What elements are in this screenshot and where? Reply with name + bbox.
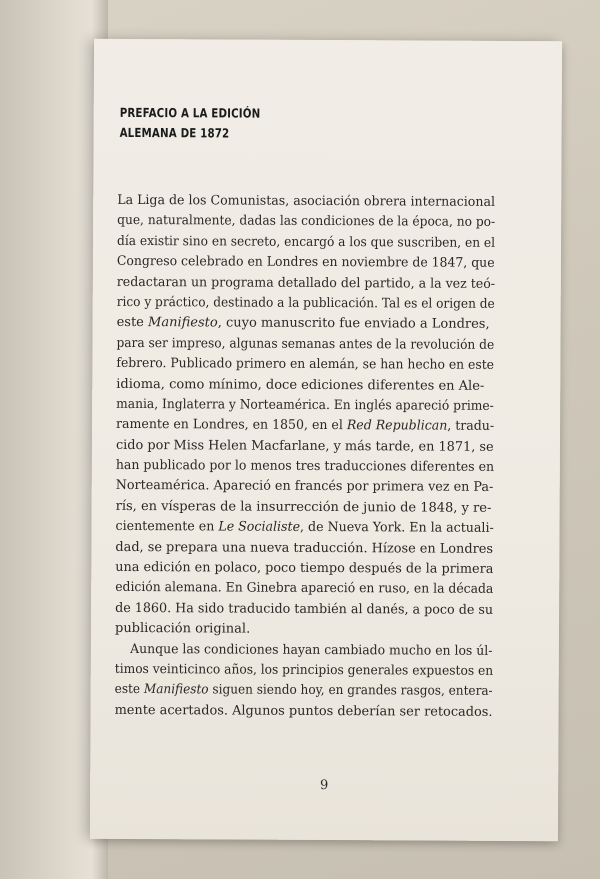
text-line	[115, 558, 494, 580]
text-line	[116, 293, 495, 315]
text-line	[116, 395, 494, 417]
text-segment: mente acertados. Algunos puntos deberían ser retocados.	[114, 702, 493, 720]
page-number: 9	[320, 777, 329, 794]
text-line	[114, 680, 493, 702]
text-segment: día existir sino en secreto, encargó a los que suscriben, en el	[116, 233, 496, 251]
text-line	[116, 232, 496, 254]
text-line	[116, 374, 494, 396]
text-line	[115, 476, 494, 498]
text-line	[116, 415, 495, 437]
italic-title: Manifiesto	[147, 315, 218, 331]
italic-title: Le Socialiste	[218, 519, 301, 536]
text-line	[115, 456, 495, 478]
text-segment: este	[116, 315, 149, 331]
text-segment: de 1860. Ha sido traducido también al danés, a poco de su	[115, 600, 494, 618]
text-line	[116, 272, 496, 294]
text-segment: siguen siendo hoy, en grandes rasgos, entera-	[208, 682, 493, 700]
text-segment: idioma, como mínimo, doce ediciones diferentes en Ale-	[116, 376, 485, 394]
text-segment: este	[114, 682, 144, 698]
text-segment: han publicado por lo menos tres traducciones diferentes en	[115, 457, 495, 475]
italic-title: Manifiesto	[143, 682, 209, 698]
text-segment: timos veinticinco años, los principios generales expuestos en	[114, 661, 494, 679]
text-segment: Aunque las condiciones hayan cambiado mucho en los úl-	[130, 641, 493, 659]
text-line	[115, 538, 493, 560]
text-segment: , tradu-	[447, 418, 495, 435]
text-line	[117, 191, 496, 213]
text-segment: cientemente en	[115, 519, 219, 535]
text-segment: publicación original.	[114, 621, 251, 637]
text-segment: dad, se prepara una nueva traducción. Hízose en Londres	[115, 539, 493, 557]
text-segment: una edición en polaco, poco tiempo después de la primera	[115, 559, 494, 577]
text-segment: febrero. Publicado primero en alemán, se han hecho en este	[116, 356, 495, 374]
text-line	[116, 334, 495, 356]
text-line	[116, 497, 494, 519]
text-segment: mania, Inglaterra y Norteamérica. En inglés apareció prime-	[116, 396, 494, 414]
chapter-heading	[120, 103, 317, 144]
text-line	[115, 619, 493, 641]
text-segment: , cuyo manuscrito fue enviado a Londres,	[217, 315, 490, 333]
text-line	[115, 599, 494, 621]
text-segment: Congreso celebrado en Londres en noviembre de 1847, que	[116, 254, 495, 272]
text-line	[117, 313, 495, 335]
text-segment: edición alemana. En Ginebra apareció en ruso, en la década	[115, 580, 494, 598]
text-line	[114, 701, 493, 723]
text-segment: que, naturalmente, dadas las condiciones de la época, no po-	[117, 213, 496, 231]
text-segment: redactaran un programa detallado del partido, a la vez teó-	[116, 274, 496, 292]
text-line	[116, 252, 495, 274]
text-line	[115, 578, 494, 600]
text-segment: rico y práctico, destinado a la publicación. Tal es el origen de	[116, 294, 495, 312]
text-line	[115, 639, 493, 661]
text-line	[117, 211, 496, 233]
text-line	[115, 436, 494, 458]
heading-line: ALEMANA DE 1872	[119, 124, 230, 141]
text-line	[116, 354, 495, 376]
text-line	[114, 660, 494, 682]
text-segment: Norteamérica. Apareció en francés por primera vez en Pa-	[115, 478, 494, 496]
text-segment: para ser impreso, algunas semanas antes de la revolución de	[116, 335, 495, 353]
body-paragraphs	[115, 191, 496, 723]
text-segment: cido por Miss Helen Macfarlane, y más tarde, en 1871, se	[115, 437, 494, 455]
heading-line: PREFACIO A LA EDICIÓN	[119, 104, 261, 121]
text-segment: La Liga de los Comunistas, asociación obrera internacional	[117, 192, 496, 210]
text-segment: , de Nueva York. En la actuali-	[300, 520, 494, 537]
text-line	[115, 517, 494, 539]
book-page	[90, 39, 562, 841]
text-segment: rís, en vísperas de la insurrección de junio de 1848, y re-	[115, 498, 492, 516]
text-segment: ramente en Londres, en 1850, en el	[116, 417, 347, 434]
italic-title: Red Republican	[346, 418, 448, 434]
